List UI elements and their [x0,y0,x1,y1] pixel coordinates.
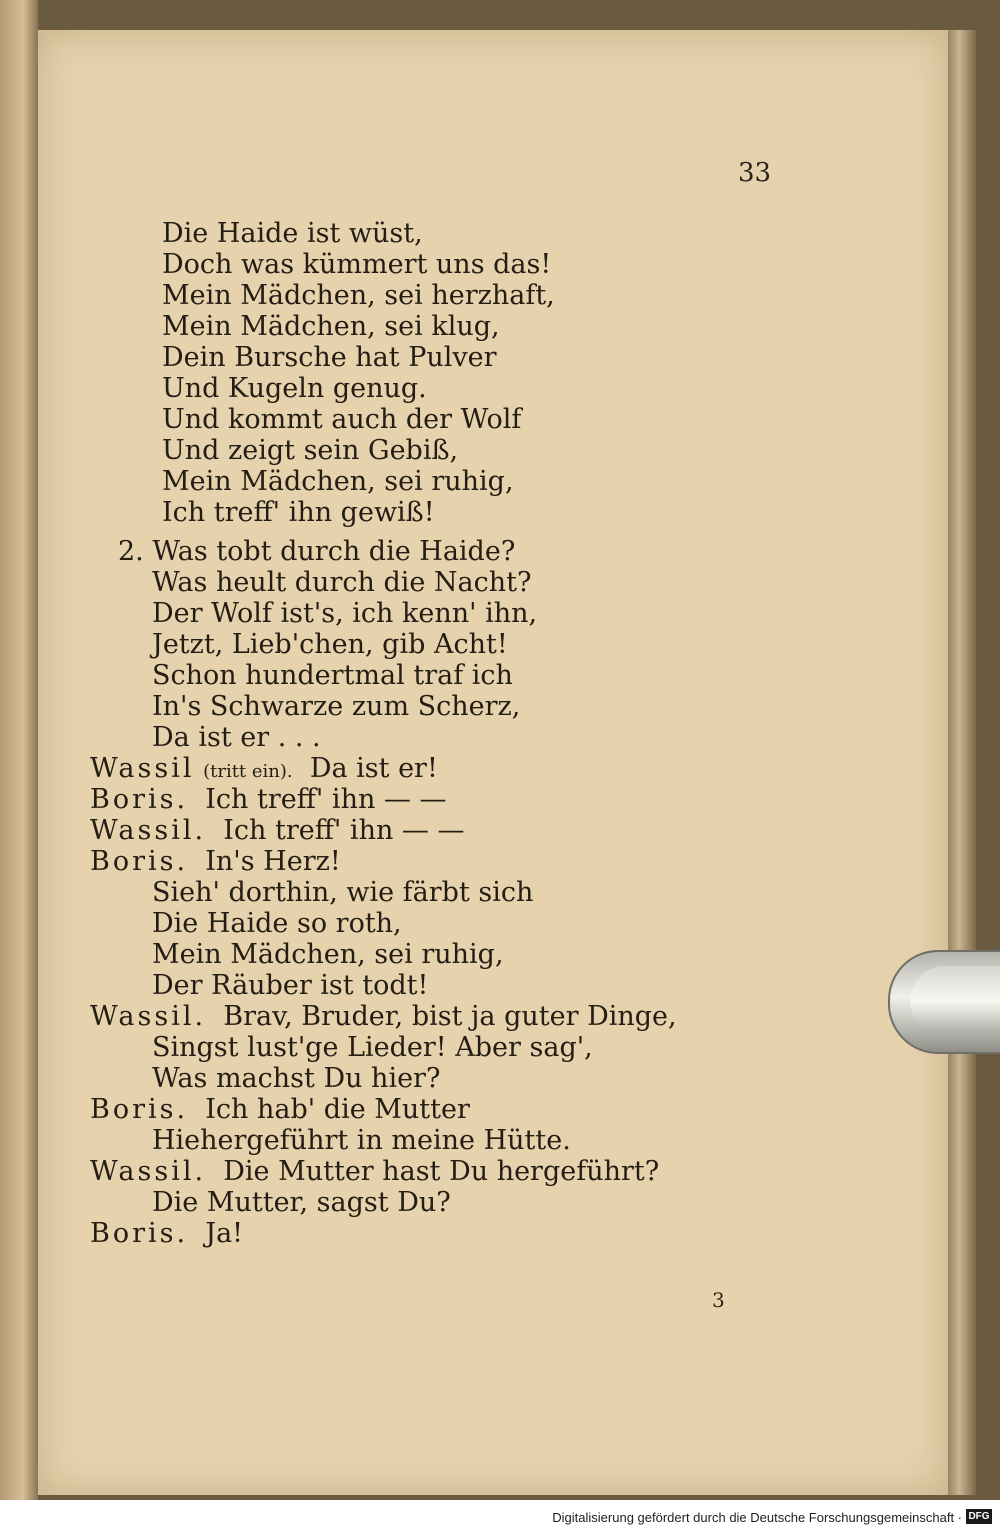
verse-number: 2. [118,536,144,567]
dialogue-continuation: Mein Mädchen, sei ruhig, [152,939,504,970]
dialogue-continuation: Der Räuber ist todt! [152,970,429,1001]
verse-line: Und Kugeln genug. [162,373,427,404]
verse-line: Doch was kümmert uns das! [162,249,552,280]
dialogue-text: Die Mutter hast Du hergeführt? [223,1156,660,1187]
dialogue-text: Ich hab' die Mutter [205,1094,470,1125]
dialogue-continuation: Was machst Du hier? [152,1063,441,1094]
verse-line: Ich treff' ihn gewiß! [162,497,435,528]
dialogue-line [90,1094,677,1125]
dialogue-continuation: Sieh' dorthin, wie färbt sich [152,877,534,908]
verse-line: Mein Mädchen, sei herzhaft, [162,280,555,311]
dialogue-continuation: Die Haide so roth, [152,908,402,939]
dfg-logo: DFG [966,1509,992,1524]
verse-line: Was heult durch die Nacht? [152,567,532,598]
verse-line: Der Wolf ist's, ich kenn' ihn, [152,598,538,629]
verse-line: In's Schwarze zum Scherz, [152,691,521,722]
speaker-name: Wassil. [90,1001,207,1032]
page-number: 33 [738,158,772,188]
verse-line: Und kommt auch der Wolf [162,404,522,435]
footer-bar [0,1500,1000,1530]
dialogue-text: Ich treff' ihn — — [205,784,447,815]
funding-notice: Digitalisierung gefördert durch die Deutsche Forschungsgemeinschaft · [552,1510,962,1525]
dialogue-line [90,1001,677,1032]
dialogue-line [90,753,677,784]
dialogue-text: Ja! [205,1218,244,1249]
scanner-clip [888,950,1000,1054]
verse-line: Mein Mädchen, sei klug, [162,311,500,342]
dialogue-continuation: Die Mutter, sagst Du? [152,1187,451,1218]
verse-line-numbered [90,536,677,567]
signature-mark: 3 [712,1288,725,1312]
dialogue-line [90,1218,677,1249]
verse-line: Jetzt, Lieb'chen, gib Acht! [152,629,508,660]
verse-line: Und zeigt sein Gebiß, [162,435,459,466]
stage-direction: (tritt ein). [203,761,293,782]
scanner-clip-inner [910,966,1000,1036]
verse-line: Mein Mädchen, sei ruhig, [162,466,514,497]
speaker-name: Boris. [90,1094,189,1125]
dialogue-line [90,815,677,846]
verse-line: Dein Bursche hat Pulver [162,342,497,373]
dialogue-text: In's Herz! [205,846,341,877]
dialogue-line [90,784,677,815]
verse-line: Da ist er . . . [152,722,321,753]
speaker-name: Wassil. [90,815,207,846]
dialogue-text: Da ist er! [309,753,438,784]
speaker-name: Wassil. [90,1156,207,1187]
left-page-edge [0,0,38,1500]
speaker-name: Boris. [90,1218,189,1249]
speaker-name: Wassil [90,753,195,784]
dialogue-continuation: Singst lust'ge Lieder! Aber sag', [152,1032,593,1063]
page-stack-edge [948,30,976,1495]
dialogue-line [90,846,677,877]
text-block [90,218,677,1249]
verse-line: Die Haide ist wüst, [162,218,423,249]
speaker-name: Boris. [90,784,189,815]
verse-text: Was tobt durch die Haide? [152,536,516,567]
verse-line: Schon hundertmal traf ich [152,660,513,691]
speaker-name: Boris. [90,846,189,877]
dialogue-continuation: Hiehergeführt in meine Hütte. [152,1125,571,1156]
dialogue-text: Brav, Bruder, bist ja guter Dinge, [223,1001,677,1032]
dialogue-text: Ich treff' ihn — — [223,815,465,846]
dialogue-line [90,1156,677,1187]
